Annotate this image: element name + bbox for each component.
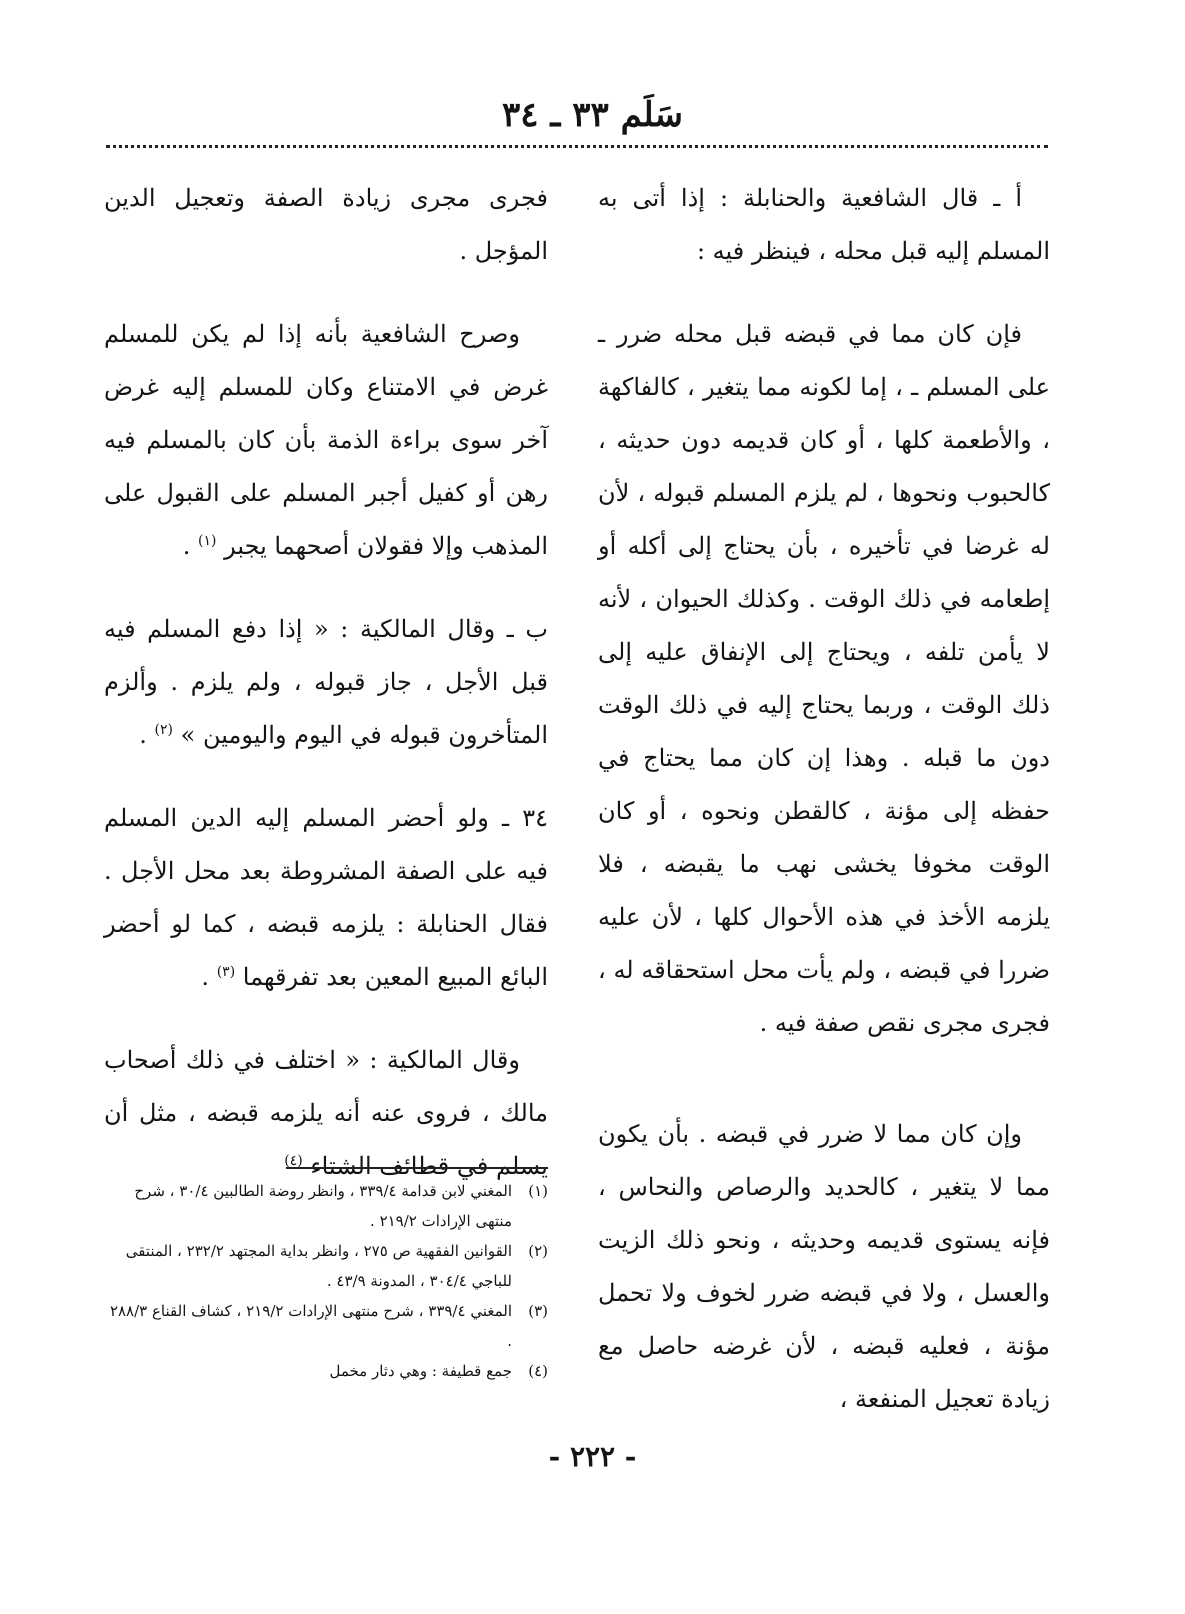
header-dotted-rule — [106, 145, 1048, 148]
footnote-separator — [286, 1167, 548, 1169]
footnote-4 — [104, 1356, 548, 1386]
footnote-2 — [104, 1236, 548, 1296]
page-header-title: سَلَم ٣٣ ـ ٣٤ — [502, 95, 683, 135]
right-paragraph-1: أ ـ قال الشافعية والحنابلة : إذا أتى به المسلم إليه قبل محله ، فينظر فيه : — [598, 184, 1050, 265]
footnote-ref-4: (٤) — [284, 1153, 303, 1169]
left-paragraph-3-text: ب ـ وقال المالكية : « إذا دفع المسلم فيه قبل الأجل ، جاز قبوله ، ولم يلزم . وألزم المتأخرون قبوله في اليوم واليومين » — [104, 615, 548, 749]
left-paragraph-2: وصرح الشافعية بأنه إذا لم يكن للمسلم غرض في الامتناع وكان للمسلم إليه غرض آخر سوى براءة الذمة بأن كان بالمسلم فيه رهن أو كفيل أجبر المسلم على القبول على المذهب وإلا فقولان أصحهما يجبر $^{(١)}$ . — [104, 320, 548, 560]
footnote-number: (٣) — [528, 1302, 548, 1320]
right-column — [598, 172, 1050, 1456]
left-paragraph-1: فجرى مجرى زيادة الصفة وتعجيل الدين المؤجل . — [104, 184, 548, 265]
footnote-text: المغني ٣٣٩/٤ ، شرح منتهى الإرادات ٢١٩/٢ ، كشاف القناع ٢٨٨/٣ . — [109, 1302, 512, 1350]
footnote-3 — [104, 1296, 548, 1356]
footnote-text: المغني لابن قدامة ٣٣٩/٤ ، وانظر روضة الطالبين ٣٠/٤ ، شرح منتهى الإرادات ٢١٩/٢ . — [134, 1182, 512, 1230]
left-paragraph-5-text: وقال المالكية : « اختلف في ذلك أصحاب مالك ، فروى عنه أنه يلزمه قبضه ، مثل أن يسلم في قطائف الشتاء — [104, 1046, 548, 1180]
footnote-ref-3: (٣) — [216, 964, 236, 980]
footnote-number: (١) — [528, 1182, 548, 1200]
left-paragraph-3: ب ـ وقال المالكية : « إذا دفع المسلم فيه قبل الأجل ، جاز قبوله ، ولم يلزم . وألزم المتأخرون قبوله في اليوم واليومين » $^{(٢)}$ . — [104, 615, 548, 749]
right-paragraph-2: فإن كان مما في قبضه قبل محله ضرر ـ على المسلم ـ ، إما لكونه مما يتغير ، كالفاكهة ، والأطعمة كلها ، أو كان قديمه دون حديثه ، كالحبوب ونحوها ، لم يلزم المسلم قبوله ، لأن له غرضا في تأخيره ، بأن يحتاج إلى أكله أو إطعامه في ذلك الوقت . وكذلك الحيوان ، لأنه لا يأمن تلفه ، ويحتاج إلى الإنفاق عليه إلى ذلك الوقت ، وربما يحتاج إليه في ذلك الوقت دون ما قبله . وهذا إن كان مما يحتاج في حفظه إلى مؤنة ، كالقطن ونحوه ، أو كان الوقت مخوفا يخشى نهب ما يقبضه ، فلا يلزمه الأخذ في هذه الأحوال كلها ، لأن عليه ضررا في قبضه ، ولم يأت محل استحقاقه له ، فجرى مجرى نقص صفة فيه . — [598, 320, 1051, 1037]
right-paragraph-3: وإن كان مما لا ضرر في قبضه . بأن يكون مما لا يتغير ، كالحديد والرصاص والنحاس ، فإنه يستوى قديمه وحديثه ، ونحو ذلك الزيت والعسل ، ولا في قبضه ضرر لخوف ولا تحمل مؤنة ، فعليه قبضه ، لأن غرضه حاصل مع زيادة تعجيل المنفعة ، — [598, 1120, 1050, 1413]
page-number: - ٢٢٢ - — [548, 1440, 637, 1473]
left-paragraph-2-text: وصرح الشافعية بأنه إذا لم يكن للمسلم غرض في الامتناع وكان للمسلم إليه غرض آخر سوى براءة الذمة بأن كان بالمسلم فيه رهن أو كفيل أجبر المسلم على القبول على المذهب وإلا فقولان أصحهما يجبر — [104, 320, 548, 560]
footnote-ref-1: (١) — [197, 533, 217, 549]
footnote-number: (٤) — [528, 1362, 548, 1380]
left-column — [104, 172, 548, 1223]
footnotes — [104, 1176, 548, 1386]
footnote-1 — [104, 1176, 548, 1236]
footnote-ref-2: (٢) — [154, 722, 173, 738]
footnote-text: القوانين الفقهية ص ٢٧٥ ، وانظر بداية المجتهد ٢٣٢/٢ ، المنتقى للباجي ٣٠٤/٤ ، المدونة ٤٣/٩ . — [125, 1242, 512, 1290]
footnote-number: (٢) — [528, 1242, 548, 1260]
left-paragraph-4-text: ٣٤ ـ ولو أحضر المسلم إليه الدين المسلم فيه على الصفة المشروطة بعد محل الأجل . فقال الحنابلة : يلزمه قبضه ، كما لو أحضر البائع المبيع المعين بعد تفرقهما — [104, 804, 548, 991]
left-paragraph-4: ٣٤ ـ ولو أحضر المسلم إليه الدين المسلم فيه على الصفة المشروطة بعد محل الأجل . فقال الحنابلة : يلزمه قبضه ، كما لو أحضر البائع المبيع المعين بعد تفرقهما $^{(٣)}$ . — [104, 804, 548, 991]
footnote-text: جمع قطيفة : وهي دثار مخمل — [329, 1362, 512, 1380]
left-paragraph-5 — [104, 1034, 548, 1193]
